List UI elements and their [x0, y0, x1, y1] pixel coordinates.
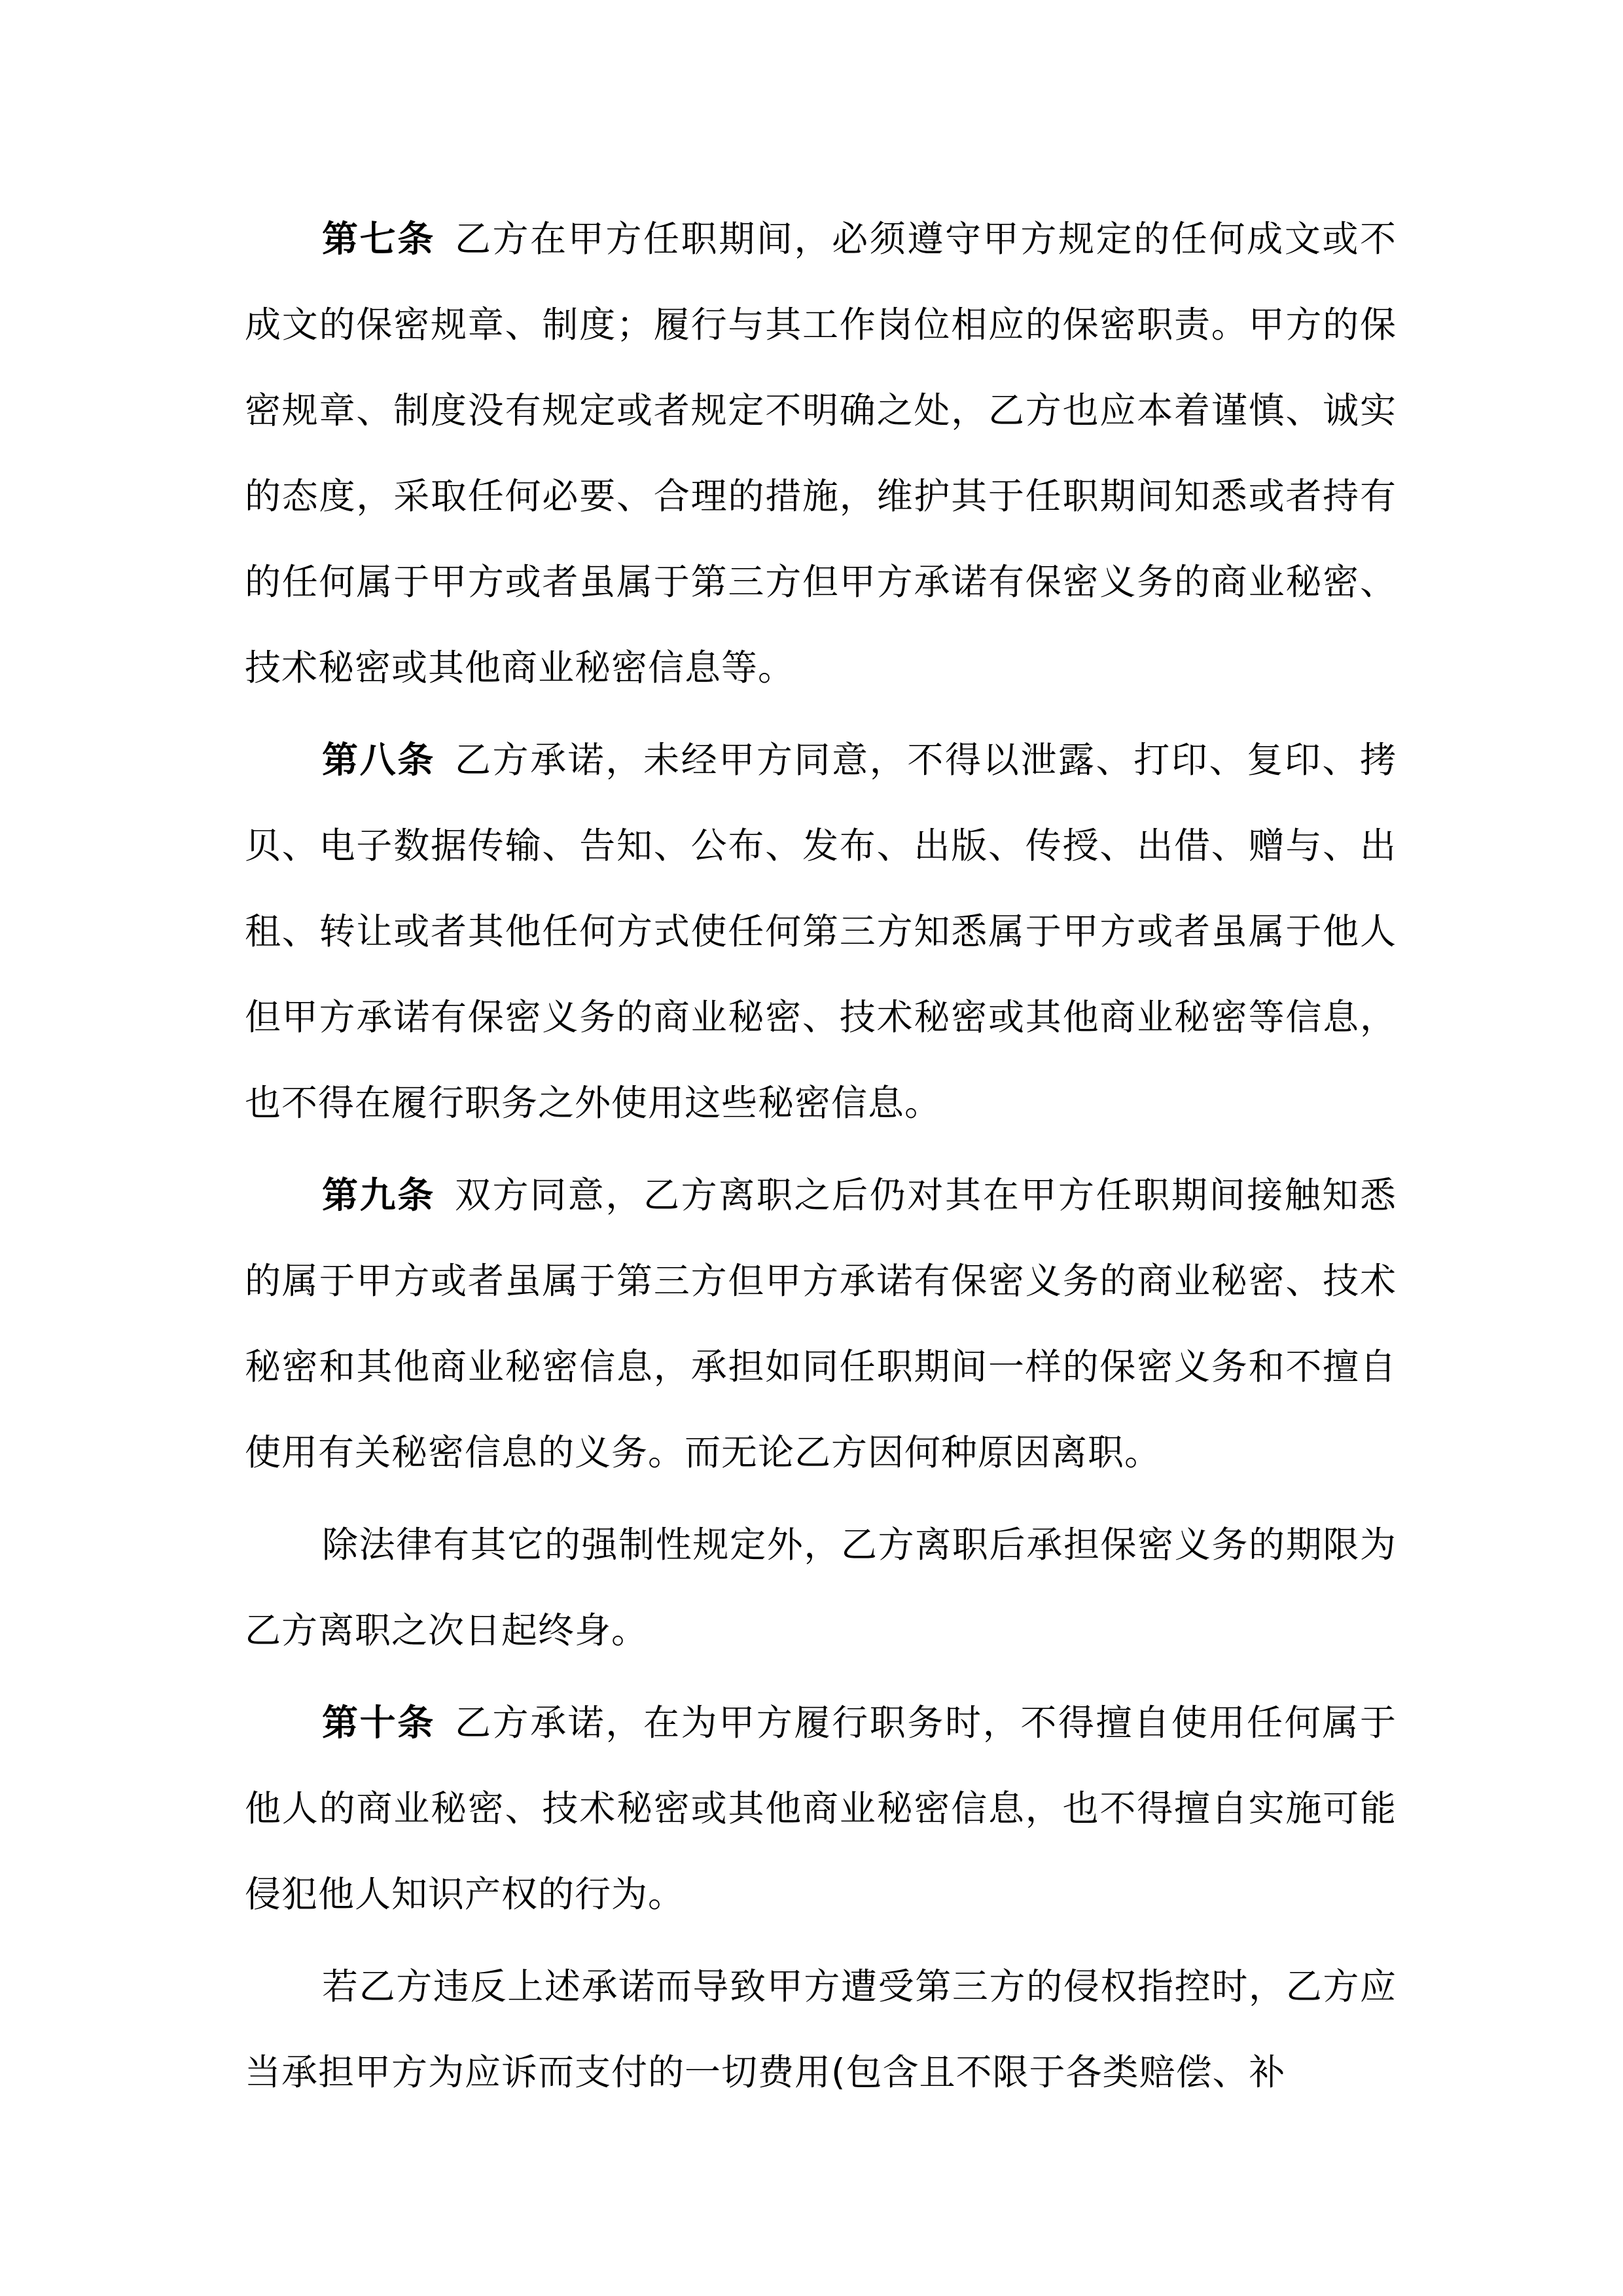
- article-9-paragraph: [245, 1153, 1397, 1496]
- article-10-liability-text: 若乙方违反上述承诺而导致甲方遭受第三方的侵权指控时，乙方应当承担甲方为应诉而支付的一切费用(包含且不限于各类赔偿、补: [245, 1965, 1397, 2093]
- article-9-term-text: 除法律有其它的强制性规定外，乙方离职后承担保密义务的期限为乙方离职之次日起终身。: [245, 1524, 1397, 1651]
- document-body: [245, 196, 1397, 2122]
- article-7-paragraph: [245, 196, 1397, 711]
- article-8-text: 乙方承诺，未经甲方同意，不得以泄露、打印、复印、拷贝、电子数据传输、告知、公布、发布、出版、传授、出借、赠与、出租、转让或者其他任何方式使任何第三方知悉属于甲方或者虽属于他人但甲方承诺有保密义务的商业秘密、技术秘密或其他商业秘密等信息，也不得在履行职务之外使用这些秘密信息。: [245, 739, 1397, 1124]
- article-9-heading: 第九条: [322, 1174, 435, 1216]
- article-9-text: 双方同意，乙方离职之后仍对其在甲方任职期间接触知悉的属于甲方或者虽属于第三方但甲方承诺有保密义务的商业秘密、技术秘密和其他商业秘密信息，承担如同任职期间一样的保密义务和不擅自使用有关秘密信息的义务。而无论乙方因何种原因离职。: [245, 1174, 1397, 1473]
- article-7-heading: 第七条: [322, 218, 435, 260]
- article-10-heading: 第十条: [322, 1702, 435, 1744]
- article-9-term-paragraph: [245, 1502, 1397, 1674]
- article-8-paragraph: [245, 717, 1397, 1146]
- article-10-liability-paragraph: [245, 1944, 1397, 2115]
- article-7-text: 乙方在甲方任职期间，必须遵守甲方规定的任何成文或不成文的保密规章、制度；履行与其工作岗位相应的保密职责。甲方的保密规章、制度没有规定或者规定不明确之处，乙方也应本着谨慎、诚实的态度，采取任何必要、合理的措施，维护其于任职期间知悉或者持有的任何属于甲方或者虽属于第三方但甲方承诺有保密义务的商业秘密、技术秘密或其他商业秘密信息等。: [245, 218, 1397, 689]
- article-10-text: 乙方承诺，在为甲方履行职务时，不得擅自使用任何属于他人的商业秘密、技术秘密或其他商业秘密信息，也不得擅自实施可能侵犯他人知识产权的行为。: [245, 1702, 1397, 1915]
- article-10-paragraph: [245, 1680, 1397, 1937]
- article-8-heading: 第八条: [322, 739, 435, 781]
